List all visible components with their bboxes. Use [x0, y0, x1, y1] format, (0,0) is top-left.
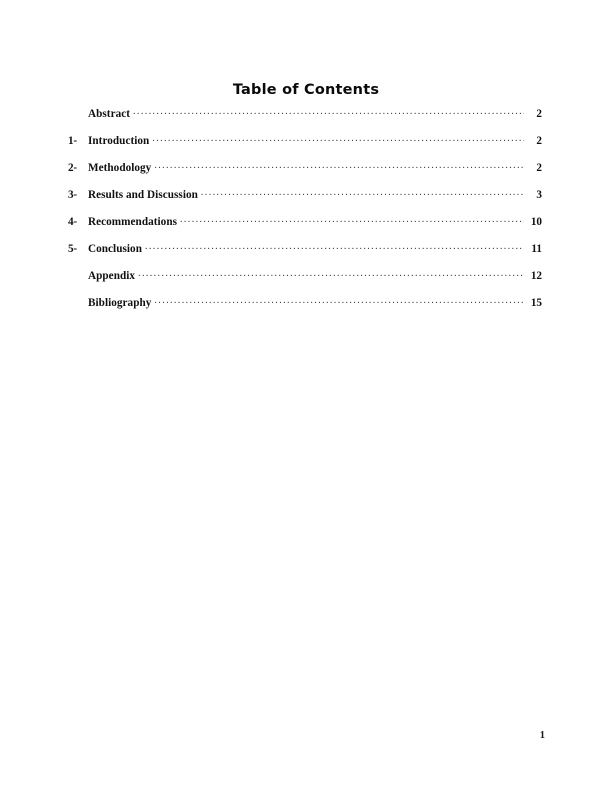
- toc-entry-label: Methodology: [88, 162, 152, 174]
- page-title: Table of Contents: [232, 82, 380, 98]
- toc-entry-recommendations[interactable]: [68, 214, 542, 241]
- toc-entry-label: Conclusion: [88, 243, 142, 255]
- toc-leader-dots: [154, 160, 524, 171]
- toc-leader-dots: [145, 241, 524, 252]
- toc-entry-abstract[interactable]: [68, 106, 542, 133]
- toc-entry-bibliography[interactable]: [68, 295, 542, 322]
- toc-entry-results-and-discussion[interactable]: [68, 187, 542, 214]
- toc-leader-dots: [133, 106, 524, 117]
- toc-entry-label: Abstract: [88, 108, 131, 120]
- toc-entry-page: 2: [536, 108, 542, 120]
- toc-entry-conclusion[interactable]: [68, 241, 542, 268]
- toc-entry-page: 11: [531, 243, 542, 255]
- toc-leader-dots: [180, 214, 524, 225]
- toc-entry-page: 3: [536, 189, 542, 201]
- toc-entry-label: Recommendations: [88, 216, 177, 228]
- toc-entry-label: Appendix: [88, 270, 136, 282]
- toc-entry-number: 3-: [68, 189, 77, 201]
- table-of-contents: [68, 106, 542, 322]
- toc-entry-page: 2: [536, 135, 542, 147]
- toc-entry-number: 4-: [68, 216, 77, 228]
- footer-page-number: 1: [539, 730, 545, 741]
- toc-entry-methodology[interactable]: [68, 160, 542, 187]
- toc-entry-page: 12: [530, 270, 542, 282]
- toc-entry-appendix[interactable]: [68, 268, 542, 295]
- toc-leader-dots: [201, 187, 524, 198]
- toc-entry-page: 2: [536, 162, 542, 174]
- toc-entry-label: Results and Discussion: [88, 189, 198, 201]
- toc-entry-label: Bibliography: [88, 297, 152, 309]
- toc-entry-number: 5-: [68, 243, 77, 255]
- toc-entry-number: 2-: [68, 162, 77, 174]
- toc-entry-page: 15: [530, 297, 542, 309]
- toc-entry-label: Introduction: [88, 135, 150, 147]
- toc-entry-number: 1-: [68, 135, 77, 147]
- toc-leader-dots: [154, 295, 524, 306]
- toc-entry-introduction[interactable]: [68, 133, 542, 160]
- toc-leader-dots: [152, 133, 524, 144]
- toc-entry-page: 10: [530, 216, 542, 228]
- toc-leader-dots: [138, 268, 524, 279]
